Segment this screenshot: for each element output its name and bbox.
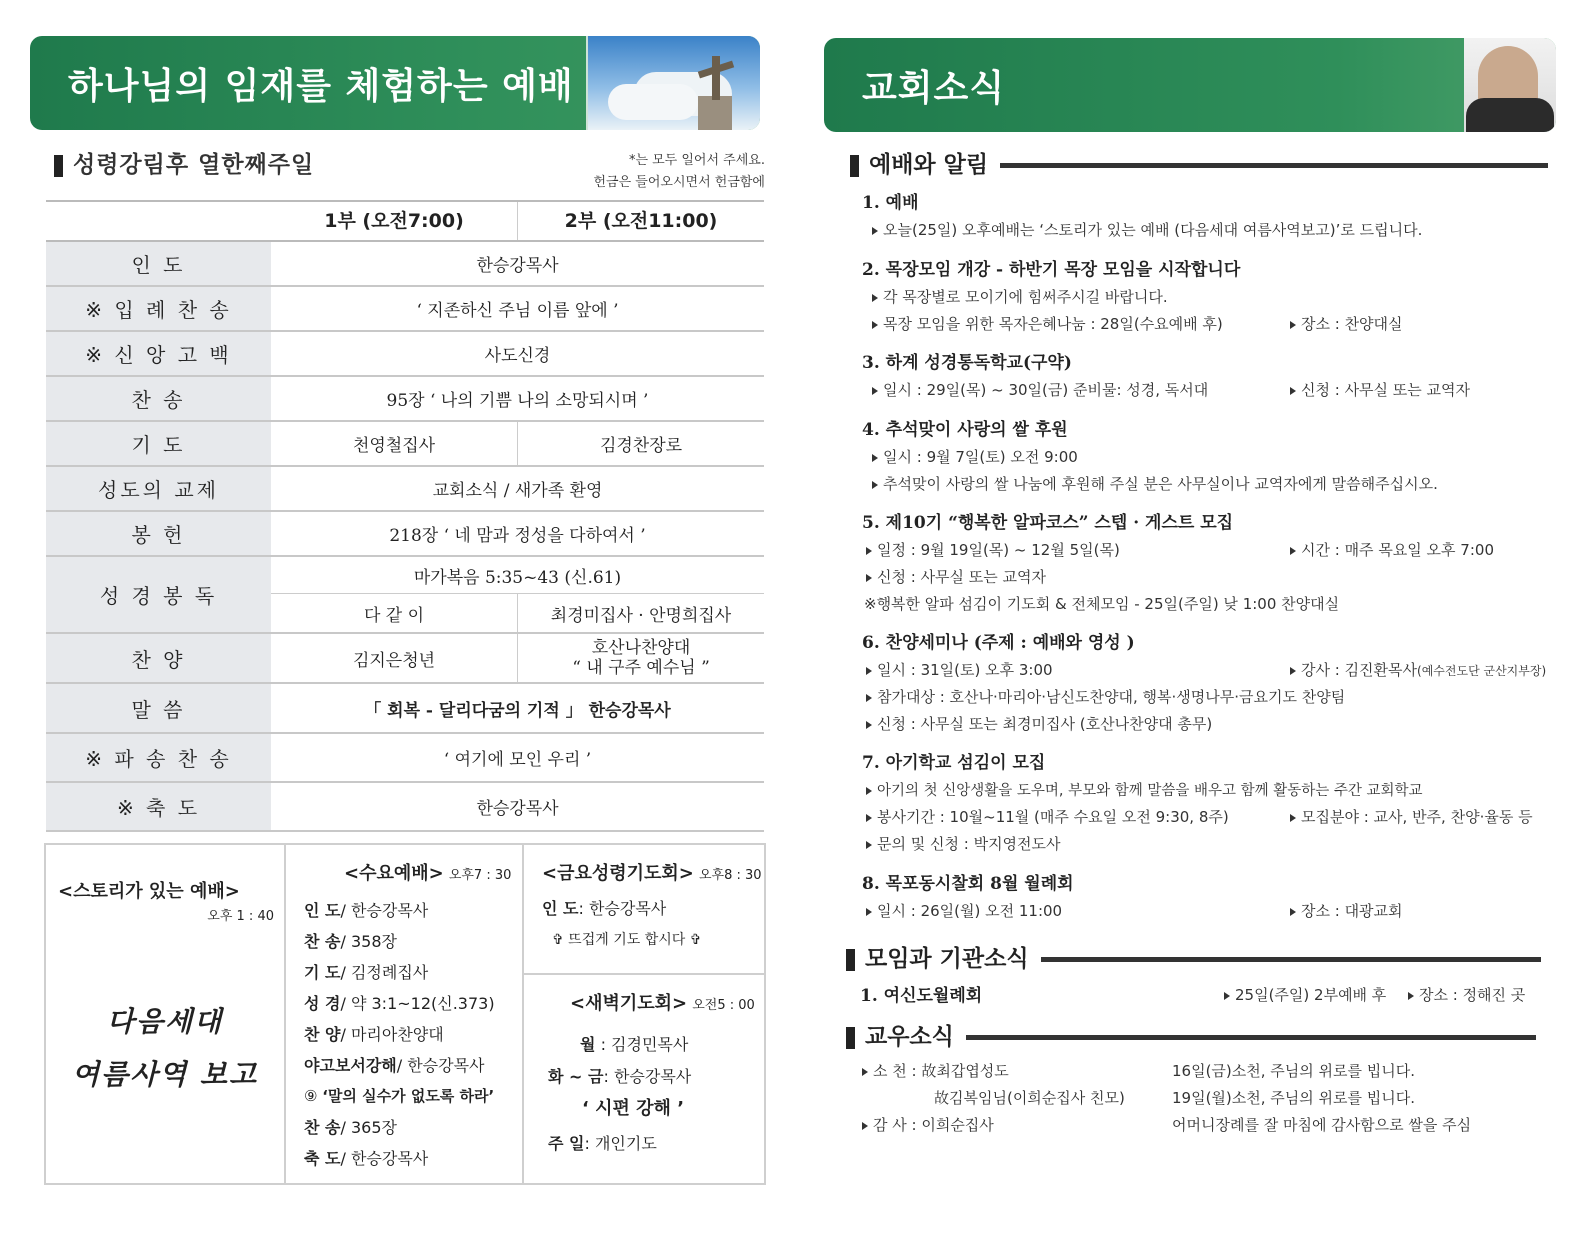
worship-banner (30, 36, 760, 130)
section-groups: 모임과 기관소식 (846, 940, 1541, 973)
notice-bullet: 각 목장별로 모이기에 힘써주시길 바랍니다. (872, 286, 1168, 307)
friday-dawn-panel: <금요성령기도회> 오후8 : 30 인 도: 한승강목사 ✞ 뜨겁게 기도 합시다 ✞ <새벽기도회> 오전5 : 00 월 : 김경민목사 화 ~ 금: 한승강목사 ‘ 시편 강해 ’ 주 일: 개인기도 (524, 845, 764, 1183)
service-order-table (46, 200, 764, 832)
notice-bullet: 추석맞이 사랑의 쌀 나눔에 후원해 주실 분은 사무실이나 교역자에게 말씀해주십시오. (872, 473, 1438, 494)
handwritten-title-1: 다음세대 (106, 1005, 224, 1038)
member-news-text: 19일(월)소천, 주님의 위로를 빕니다. (1172, 1089, 1416, 1107)
member-news-text: 16일(금)소천, 주님의 위로를 빕니다. (1172, 1062, 1416, 1080)
notice-bullet: 신청 : 사무실 또는 교역자 (866, 566, 1046, 587)
notice-bullet: 모집분야 : 교사, 반주, 찬양·율동 등 (1290, 806, 1533, 827)
order-row: ※ 신 앙 고 백 사도신경 (46, 332, 764, 377)
other-services-box (44, 843, 766, 1185)
notice-bullet: 신청 : 사무실 또는 교역자 (1290, 379, 1470, 400)
news-banner (824, 38, 1556, 132)
notice-note: ※행복한 알파 섬김이 기도회 & 전체모임 - 25일(주일) 낮 1:00 찬양대실 (864, 595, 1340, 613)
notice-bullet: 문의 및 신청 : 박지영전도사 (866, 833, 1061, 854)
section-member-news: 교우소식 (846, 1018, 1536, 1051)
notice-title: 7. 아기학교 섬김이 모집 (862, 753, 1046, 773)
member-news-bullet: 소 천 : 故최갑엽성도 (862, 1060, 1009, 1081)
notice-title: 2. 목장모임 개강 - 하반기 목장 모임을 시작합니다 (862, 260, 1241, 280)
notice-bullet: 일시 : 26일(월) 오전 11:00 (866, 900, 1062, 921)
member-news-text: 어머니장례를 잘 마침에 감사함으로 쌀을 주심 (1172, 1116, 1472, 1134)
order-row: 성 경 봉 독 마가복음 5:35~43 (신.61) 다 같 이 최경미집사 · 안명희집사 (46, 557, 764, 634)
notice-title: 4. 추석맞이 사랑의 쌀 후원 (862, 420, 1068, 440)
worship-banner-title: 하나님의 임재를 체험하는 예배 (68, 66, 574, 107)
friday-title: <금요성령기도회> 오후8 : 30 (542, 863, 762, 884)
friday-leader: 인 도: 한승강목사 (542, 899, 667, 918)
notice-bullet: 일시 : 31일(토) 오후 3:00 (866, 659, 1053, 680)
order-row: 말 씀 「 회복 - 달리다굼의 기적 」 한승강목사 (46, 684, 764, 734)
second-service-header: 2부 (오전11:00) (564, 210, 718, 232)
notice-bullet: 강사 : 김진환목사(예수전도단 군산지부장) (1290, 659, 1546, 680)
order-row: ※ 파 송 찬 송 ‘ 여기에 모인 우리 ’ (46, 734, 764, 783)
first-service-header: 1부 (오전7:00) (271, 202, 518, 240)
notice-title: 3. 하계 성경통독학교(구약) (862, 353, 1072, 373)
order-row: 기 도 천영철집사 김경찬장로 (46, 422, 764, 467)
member-news-text: 故김복임님(이희순집사 친모) (934, 1089, 1125, 1107)
sunday-subtitle: 성령강림후 열한째주일 (54, 146, 314, 179)
dawn-title: <새벽기도회> 오전5 : 00 (570, 993, 755, 1014)
notice-bullet: 시간 : 매주 목요일 오후 7:00 (1290, 539, 1494, 560)
order-row: 봉 헌 218장 ‘ 네 맘과 정성을 다하여서 ’ (46, 512, 764, 557)
order-row: ※ 입 례 찬 송 ‘ 지존하신 주님 이름 앞에 ’ (46, 287, 764, 332)
notice-bullet: 장소 : 찬양대실 (1290, 313, 1403, 334)
order-row: ※ 축 도 한승강목사 (46, 783, 764, 832)
handwritten-title-2: 여름사역 보고 (71, 1058, 259, 1091)
section-marker (54, 155, 63, 177)
notice-title: 5. 제10기 “행복한 알파코스” 스텝 · 게스트 모집 (862, 513, 1234, 533)
cross-photo (586, 36, 760, 130)
news-banner-title: 교회소식 (862, 68, 1006, 109)
group-title: 1. 여신도월례회 (860, 986, 983, 1006)
wednesday-service-panel: <수요예배> 오후7 : 30 인 도/ 한승강목사 찬 송/ 358장 기 도/ 김정례집사 성 경/ 약 3:1~12(신.373) 찬 양/ 마리아찬양대 야고보서강해/ 한승강목사 ⑨ ‘말의 실수가 없도록 하라’ 찬 송/ 365장 축 도/ 한승강목사 (286, 845, 524, 1183)
notice-bullet: 아기의 첫 신앙생활을 도우며, 부모와 함께 말씀을 배우고 함께 활동하는 주간 교회학교 (866, 779, 1423, 800)
notice-title: 6. 찬양세미나 (주제 : 예배와 영성 ) (862, 633, 1135, 653)
group-bullet: 25일(주일) 2부예배 후 (1224, 984, 1386, 1005)
notice-bullet: 신청 : 사무실 또는 최경미집사 (호산나찬양대 총무) (866, 713, 1212, 734)
notice-bullet: 장소 : 대광교회 (1290, 900, 1403, 921)
service-order-header (46, 200, 764, 242)
order-row: 찬 양 김지은청년 호산나찬양대 “ 내 구주 예수님 ” (46, 634, 764, 684)
notice-title: 1. 예배 (862, 193, 919, 213)
order-row: 찬 송 95장 ‘ 나의 기쁨 나의 소망되시며 ’ (46, 377, 764, 422)
notice-bullet: 참가대상 : 호산나·마리아·남신도찬양대, 행복·생명나무·금요기도 찬양팀 (866, 686, 1345, 707)
section-worship-notices: 예배와 알림 (850, 146, 1548, 179)
notice-bullet: 목장 모임을 위한 목자은혜나눔 : 28일(수요예배 후) (872, 313, 1223, 334)
order-row: 성도의 교제 교회소식 / 새가족 환영 (46, 467, 764, 512)
praying-hands-photo (1464, 38, 1556, 132)
notice-bullet: 일시 : 29일(목) ~ 30일(금) 준비물: 성경, 독서대 (872, 379, 1208, 400)
notice-bullet: 봉사기간 : 10월~11월 (매주 수요일 오전 9:30, 8주) (866, 806, 1229, 827)
group-bullet: 장소 : 정해진 곳 (1408, 984, 1525, 1005)
notice-bullet: 오늘(25일) 오후예배는 ‘스토리가 있는 예배 (다음세대 여름사역보고)’로 드립니다. (872, 219, 1422, 240)
standing-note: *는 모두 일어서 주세요. 헌금은 들어오시면서 헌금함에 (593, 153, 765, 190)
friday-motto: ✞ 뜨겁게 기도 합시다 ✞ (552, 932, 702, 948)
notice-bullet: 일정 : 9월 19일(목) ~ 12월 5일(목) (866, 539, 1120, 560)
notice-title: 8. 목포동시찰회 8월 월례회 (862, 874, 1074, 894)
member-news-bullet: 감 사 : 이희순집사 (862, 1114, 994, 1135)
order-row: 인 도 한승강목사 (46, 242, 764, 287)
story-worship-panel: <스토리가 있는 예배> 오후 1 : 40 다음세대 여름사역 보고 (46, 845, 286, 1183)
notice-bullet: 일시 : 9월 7일(토) 오전 9:00 (872, 446, 1078, 467)
wednesday-lines: 인 도/ 한승강목사 찬 송/ 358장 기 도/ 김정례집사 성 경/ 약 3:1~12(신.373) 찬 양/ 마리아찬양대 야고보서강해/ 한승강목사 ⑨ ‘말의 실수가 없도록 하라’ 찬 송/ 365장 축 도/ 한승강목사 (304, 901, 495, 1168)
